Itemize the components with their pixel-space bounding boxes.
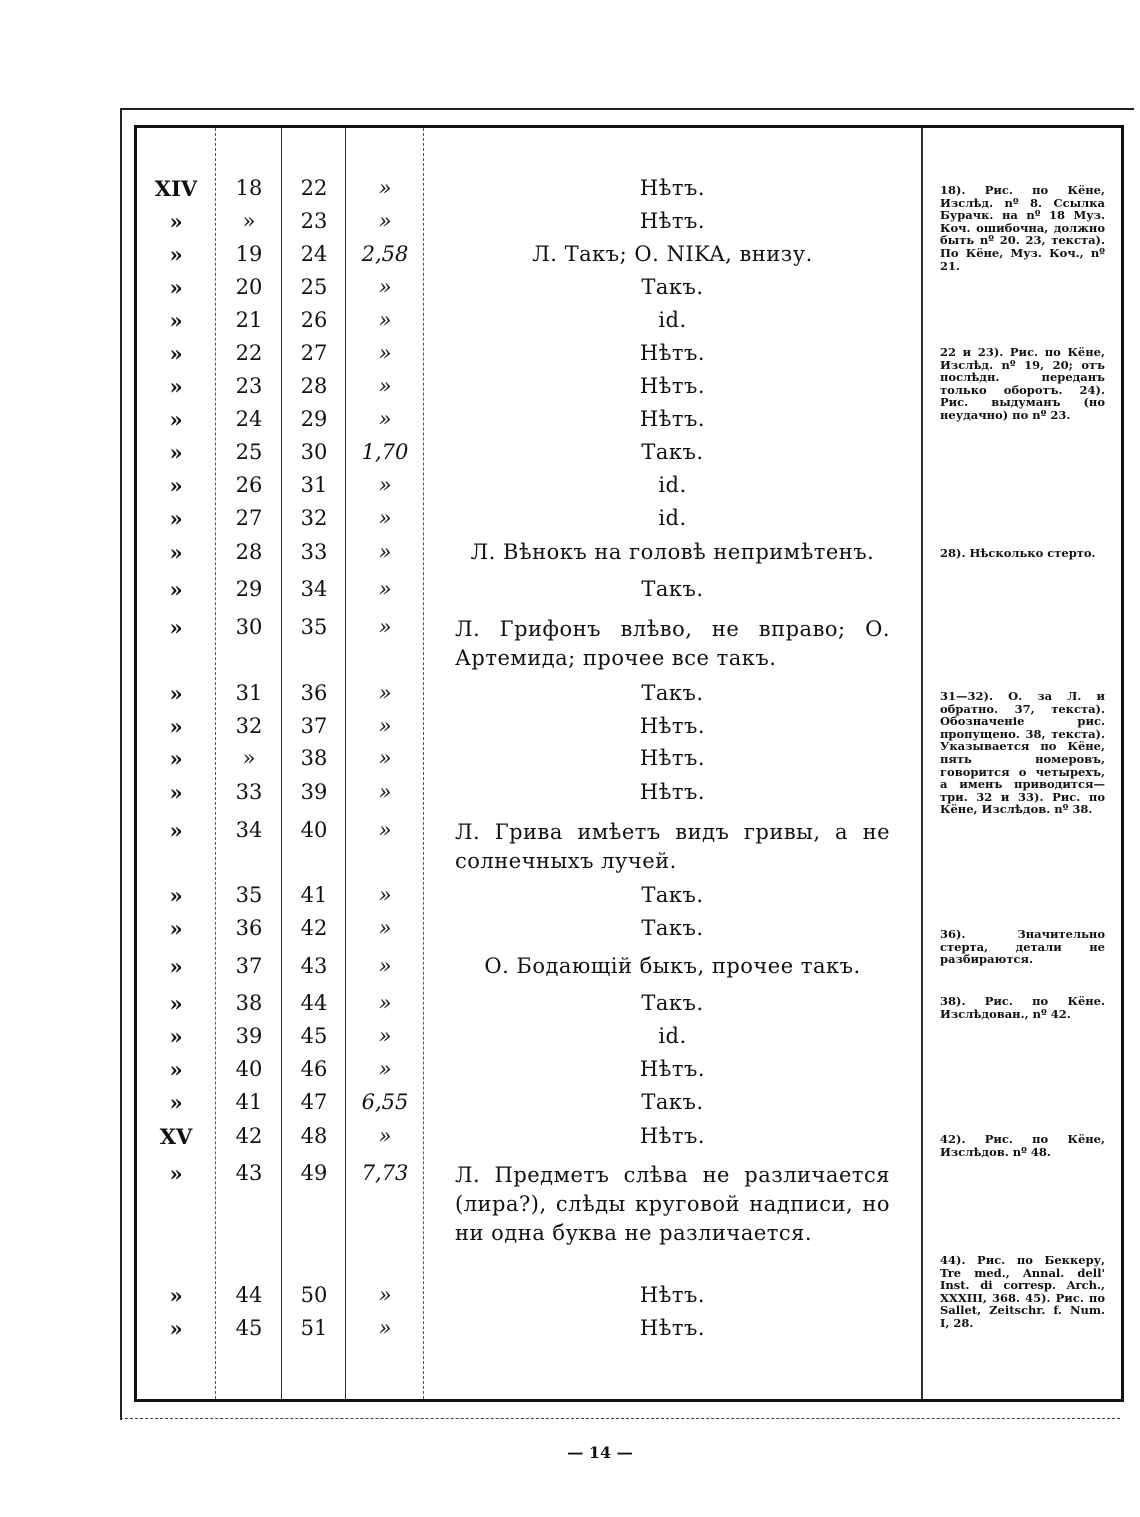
remark-cell: Нѣтъ. bbox=[639, 1057, 706, 1081]
number-cell: » bbox=[242, 209, 256, 233]
weight-cell: » bbox=[378, 746, 392, 770]
remark-cell: Л. Грифонъ влѣво, не вправо; О. Артемида; прочее все такъ. bbox=[455, 617, 890, 670]
column-divider bbox=[921, 128, 923, 1399]
number-cell: 22 bbox=[235, 341, 263, 365]
weight-cell: » bbox=[378, 275, 392, 299]
footnote: 18). Рис. по Кёне, Изслѣд. nº 8. Ссылка Бурачк. на nº 18 Муз. Коч. ошибочна, должно быть nº 20. 23, текста). По Кёне, Муз. Коч., nº 21. bbox=[940, 183, 1105, 273]
number-cell: 27 bbox=[235, 506, 263, 530]
remark-cell: Нѣтъ. bbox=[639, 1124, 706, 1148]
remark-cell: Нѣтъ. bbox=[639, 746, 706, 770]
ref-cell: 26 bbox=[300, 308, 328, 332]
footnote: 22 и 23). Рис. по Кёне, Изслѣд. nº 19, 20; отъ послѣдн. переданъ только оборотъ. 24). Рис. выдуманъ (но неудачно) по nº 23. bbox=[940, 345, 1105, 422]
group-cell: » bbox=[169, 374, 183, 399]
footnote: 38). Рис. по Кёне. Изслѣдован., nº 42. bbox=[940, 994, 1105, 1021]
ref-cell: 48 bbox=[300, 1124, 328, 1148]
remark-cell: Л. Вѣнокъ на головѣ непримѣтенъ. bbox=[470, 540, 875, 564]
weight-cell: 1,70 bbox=[361, 440, 409, 464]
number-cell: 34 bbox=[235, 818, 263, 842]
ref-cell: 35 bbox=[300, 615, 328, 639]
group-cell: » bbox=[169, 1161, 183, 1186]
remark-cell: id. bbox=[658, 506, 687, 530]
remark-cell: Л. Грива имѣетъ видъ гривы, а не солнечныхъ лучей. bbox=[455, 820, 890, 873]
number-cell: 44 bbox=[235, 1283, 263, 1307]
remark-cell: Нѣтъ. bbox=[639, 780, 706, 804]
weight-cell: » bbox=[378, 954, 392, 978]
ref-cell: 50 bbox=[300, 1283, 328, 1307]
footnote: 36). Значительно стерта, детали не разбираются. bbox=[940, 927, 1105, 967]
number-cell: 23 bbox=[235, 374, 263, 398]
ref-cell: 45 bbox=[300, 1024, 328, 1048]
remark-cell: Такъ. bbox=[641, 440, 704, 464]
ref-cell: 27 bbox=[300, 341, 328, 365]
weight-cell: » bbox=[378, 506, 392, 530]
remark-cell: Такъ. bbox=[641, 883, 704, 907]
weight-cell: » bbox=[378, 1024, 392, 1048]
weight-cell: » bbox=[378, 374, 392, 398]
number-cell: 31 bbox=[235, 681, 263, 705]
ref-cell: 51 bbox=[300, 1316, 328, 1340]
ref-cell: 24 bbox=[300, 242, 328, 266]
weight-cell: » bbox=[378, 780, 392, 804]
ref-cell: 49 bbox=[300, 1161, 328, 1185]
footnote: 42). Рис. по Кёне, Изслѣдов. nº 48. bbox=[940, 1132, 1105, 1159]
page-number: — 14 — bbox=[567, 1443, 633, 1462]
ref-cell: 42 bbox=[300, 916, 328, 940]
ref-cell: 41 bbox=[300, 883, 328, 907]
remark-cell: id. bbox=[658, 473, 687, 497]
weight-cell: » bbox=[378, 1057, 392, 1081]
ref-cell: 32 bbox=[300, 506, 328, 530]
remark-cell: Такъ. bbox=[641, 577, 704, 601]
group-cell: » bbox=[169, 506, 183, 531]
remark-cell: О. Бодающій быкъ, прочее такъ. bbox=[484, 954, 861, 978]
group-cell: » bbox=[169, 1057, 183, 1082]
weight-cell: » bbox=[378, 818, 392, 842]
ref-cell: 43 bbox=[300, 954, 328, 978]
group-cell: » bbox=[169, 473, 183, 498]
group-cell: » bbox=[169, 1090, 183, 1115]
ref-cell: 28 bbox=[300, 374, 328, 398]
ref-cell: 22 bbox=[300, 176, 328, 200]
group-cell: » bbox=[169, 818, 183, 843]
group-cell: XIV bbox=[154, 176, 198, 201]
ref-cell: 44 bbox=[300, 991, 328, 1015]
number-cell: 19 bbox=[235, 242, 263, 266]
number-cell: 45 bbox=[235, 1316, 263, 1340]
group-cell: » bbox=[169, 954, 183, 979]
weight-cell: » bbox=[378, 615, 392, 639]
remark-cell: Такъ. bbox=[641, 1090, 704, 1114]
group-cell: » bbox=[169, 1024, 183, 1049]
number-cell: 38 bbox=[235, 991, 263, 1015]
group-cell: » bbox=[169, 883, 183, 908]
remark-cell: Такъ. bbox=[641, 916, 704, 940]
weight-cell: » bbox=[378, 1283, 392, 1307]
weight-cell: 7,73 bbox=[361, 1161, 409, 1185]
group-cell: » bbox=[169, 577, 183, 602]
weight-cell: » bbox=[378, 176, 392, 200]
group-cell: » bbox=[169, 275, 183, 300]
number-cell: 24 bbox=[235, 407, 263, 431]
group-cell: » bbox=[169, 615, 183, 640]
number-cell: » bbox=[242, 746, 256, 770]
weight-cell: » bbox=[378, 1316, 392, 1340]
footnote: 31—32). О. за Л. и обратно. 37, текста). Обозначеніе рис. пропущено. 38, текста). Указывается по Кёне, пять номеровъ, говорится о четырехъ, а именъ приводится—три. 32 и 33). Рис. по Кёне, Изслѣдов. nº 38. bbox=[940, 689, 1105, 817]
weight-cell: » bbox=[378, 883, 392, 907]
ref-cell: 25 bbox=[300, 275, 328, 299]
weight-cell: » bbox=[378, 473, 392, 497]
group-cell: » bbox=[169, 407, 183, 432]
group-cell: XV bbox=[159, 1124, 193, 1149]
number-cell: 28 bbox=[235, 540, 263, 564]
number-cell: 36 bbox=[235, 916, 263, 940]
ref-cell: 39 bbox=[300, 780, 328, 804]
remark-cell: Такъ. bbox=[641, 991, 704, 1015]
number-cell: 29 bbox=[235, 577, 263, 601]
number-cell: 42 bbox=[235, 1124, 263, 1148]
weight-cell: » bbox=[378, 209, 392, 233]
footnote: 44). Рис. по Беккеру, Tre med., Annal. dell' Inst. di corresp. Arch., XXXIII, 368. 45). Рис. по Sallet, Zeitschr. f. Num. I, 28. bbox=[940, 1253, 1105, 1330]
remark-cell: Нѣтъ. bbox=[639, 714, 706, 738]
group-cell: » bbox=[169, 341, 183, 366]
weight-cell: » bbox=[378, 308, 392, 332]
remark-cell: Нѣтъ. bbox=[639, 341, 706, 365]
group-cell: » bbox=[169, 540, 183, 565]
ref-cell: 38 bbox=[300, 746, 328, 770]
remark-cell: Нѣтъ. bbox=[639, 407, 706, 431]
remark-cell: Такъ. bbox=[641, 275, 704, 299]
column-divider bbox=[423, 128, 424, 1399]
number-cell: 30 bbox=[235, 615, 263, 639]
weight-cell: » bbox=[378, 714, 392, 738]
number-cell: 32 bbox=[235, 714, 263, 738]
ref-cell: 31 bbox=[300, 473, 328, 497]
remark-cell: Нѣтъ. bbox=[639, 374, 706, 398]
weight-cell: » bbox=[378, 341, 392, 365]
number-cell: 39 bbox=[235, 1024, 263, 1048]
number-cell: 33 bbox=[235, 780, 263, 804]
weight-cell: 2,58 bbox=[361, 242, 409, 266]
number-cell: 20 bbox=[235, 275, 263, 299]
weight-cell: » bbox=[378, 1124, 392, 1148]
number-cell: 41 bbox=[235, 1090, 263, 1114]
group-cell: » bbox=[169, 916, 183, 941]
weight-cell: » bbox=[378, 991, 392, 1015]
weight-cell: 6,55 bbox=[361, 1090, 409, 1114]
ref-cell: 40 bbox=[300, 818, 328, 842]
remark-cell: id. bbox=[658, 308, 687, 332]
group-cell: » bbox=[169, 1283, 183, 1308]
number-cell: 35 bbox=[235, 883, 263, 907]
group-cell: » bbox=[169, 681, 183, 706]
ref-cell: 33 bbox=[300, 540, 328, 564]
ref-cell: 37 bbox=[300, 714, 328, 738]
ref-cell: 29 bbox=[300, 407, 328, 431]
weight-cell: » bbox=[378, 681, 392, 705]
group-cell: » bbox=[169, 1316, 183, 1341]
group-cell: » bbox=[169, 209, 183, 234]
column-divider bbox=[215, 128, 216, 1399]
number-cell: 43 bbox=[235, 1161, 263, 1185]
remark-cell: Такъ. bbox=[641, 681, 704, 705]
remark-cell: Нѣтъ. bbox=[639, 1283, 706, 1307]
ref-cell: 46 bbox=[300, 1057, 328, 1081]
weight-cell: » bbox=[378, 540, 392, 564]
ref-cell: 34 bbox=[300, 577, 328, 601]
remark-cell: id. bbox=[658, 1024, 687, 1048]
group-cell: » bbox=[169, 308, 183, 333]
remark-cell: Л. Такъ; О. NIKA, внизу. bbox=[532, 242, 813, 266]
remark-cell: Л. Предметъ слѣва не различается (лира?), слѣды круговой надписи, но ни одна буква не различается. bbox=[455, 1163, 890, 1245]
remark-cell: Нѣтъ. bbox=[639, 176, 706, 200]
ref-cell: 47 bbox=[300, 1090, 328, 1114]
number-cell: 25 bbox=[235, 440, 263, 464]
ref-cell: 36 bbox=[300, 681, 328, 705]
ref-cell: 23 bbox=[300, 209, 328, 233]
number-cell: 40 bbox=[235, 1057, 263, 1081]
number-cell: 37 bbox=[235, 954, 263, 978]
column-divider bbox=[281, 128, 282, 1399]
remark-cell: Нѣтъ. bbox=[639, 209, 706, 233]
weight-cell: » bbox=[378, 577, 392, 601]
group-cell: » bbox=[169, 714, 183, 739]
group-cell: » bbox=[169, 242, 183, 267]
column-divider bbox=[345, 128, 346, 1399]
group-cell: » bbox=[169, 991, 183, 1016]
bottom-rule bbox=[120, 1418, 1120, 1419]
weight-cell: » bbox=[378, 407, 392, 431]
weight-cell: » bbox=[378, 916, 392, 940]
number-cell: 26 bbox=[235, 473, 263, 497]
group-cell: » bbox=[169, 440, 183, 465]
group-cell: » bbox=[169, 746, 183, 771]
ref-cell: 30 bbox=[300, 440, 328, 464]
number-cell: 18 bbox=[235, 176, 263, 200]
group-cell: » bbox=[169, 780, 183, 805]
footnote: 28). Нѣсколько стерто. bbox=[940, 546, 1096, 560]
number-cell: 21 bbox=[235, 308, 263, 332]
remark-cell: Нѣтъ. bbox=[639, 1316, 706, 1340]
